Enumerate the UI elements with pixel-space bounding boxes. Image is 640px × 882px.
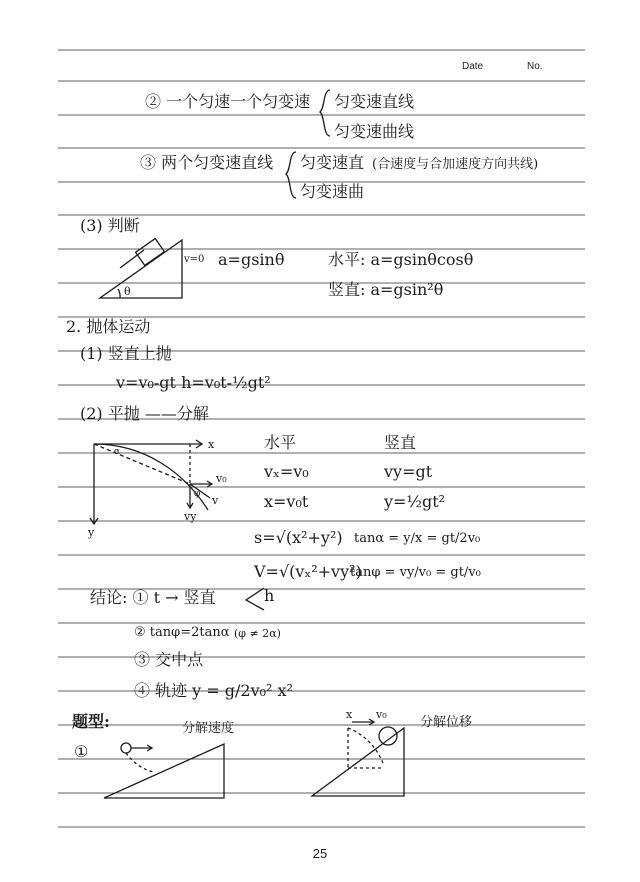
vy-eq: vy=gt <box>384 462 433 481</box>
vy-label: vy <box>184 510 197 523</box>
column-horizontal: 水平 <box>264 433 297 452</box>
page-number: 25 <box>312 846 328 861</box>
slope-accel-eq: a=gsinθ <box>218 250 285 269</box>
tan-alpha-eq: tanα = y/x = gt/2v₀ <box>354 531 481 546</box>
case-3-branch-1: 匀变速直 <box>300 153 365 172</box>
type-2-x-label: x <box>346 708 353 721</box>
y-axis-label: y <box>88 526 95 539</box>
v-label: v <box>212 494 219 507</box>
case-3-note: (合速度与合加速度方向共线) <box>372 157 539 172</box>
number-label: No. <box>527 61 543 72</box>
tan-phi-eq: tanφ = vy/v₀ = gt/v₀ <box>350 565 481 580</box>
type-2-incline <box>312 728 404 796</box>
trajectory-curve <box>94 444 208 510</box>
question-types-title: 题型: <box>72 712 110 731</box>
vx-eq: vₓ=v₀ <box>264 462 309 481</box>
type-2-label: 分解位移 <box>420 715 473 730</box>
type-2-ball <box>379 727 397 745</box>
flat-throw-figure <box>84 432 234 542</box>
phi-label: φ <box>194 489 201 499</box>
case-3-text: ③ 两个匀变速直线 <box>140 153 274 172</box>
conclusion-branch <box>242 586 266 614</box>
column-vertical: 竖直 <box>384 433 417 452</box>
conclusion-1-h: h <box>264 586 275 605</box>
conclusion-1: 结论: ① t → 竖直 <box>90 588 216 607</box>
y-eq: y=½gt² <box>384 492 446 511</box>
horizontal-accel-eq: 水平: a=gsinθcosθ <box>328 250 474 269</box>
case-3-branch-2: 匀变速曲 <box>300 182 365 201</box>
type-1-path <box>126 753 154 772</box>
vertical-throw-eq: v=v₀-gt h=v₀t-½gt² <box>116 373 271 392</box>
type-1-label: 分解速度 <box>182 721 235 736</box>
incline-figure <box>98 232 208 302</box>
type-1-figure <box>100 736 230 802</box>
x-axis-label: x <box>208 438 215 451</box>
theta-label: θ <box>124 285 131 298</box>
vertical-accel-eq: 竖直: a=gsin²θ <box>328 280 444 299</box>
v-zero-label: v=0 <box>184 254 205 265</box>
conclusion-2-note: (φ ≠ 2α) <box>234 627 281 640</box>
type-1-number: ① <box>74 742 89 761</box>
case-2-text: ② 一个匀速一个匀变速 <box>145 92 311 111</box>
type-1-ball <box>121 743 131 753</box>
incline-block <box>136 239 165 266</box>
s-eq: s=√(x²+y²) <box>254 528 343 547</box>
case-2-branch-1: 匀变速直线 <box>334 92 415 111</box>
date-label: Date <box>462 61 484 72</box>
conclusion-3: ③ 交中点 <box>134 650 204 669</box>
theta-arc <box>118 289 120 298</box>
projectile-title: 2. 抛体运动 <box>66 317 151 336</box>
v-eq: V=√(vₓ²+vy²) <box>254 562 362 581</box>
alpha-label: α <box>114 447 121 457</box>
v0-label: v₀ <box>216 472 227 485</box>
flat-throw-title: (2) 平抛 ——分解 <box>80 404 209 423</box>
type-2-figure <box>300 704 420 802</box>
brace-1 <box>318 88 332 140</box>
type-1-incline <box>104 744 224 798</box>
case-2-branch-2: 匀变速曲线 <box>334 122 415 141</box>
conclusion-4: ④ 轨迹 y = g/2v₀² x² <box>134 681 293 700</box>
displacement-line <box>94 444 190 484</box>
x-eq: x=v₀t <box>264 492 309 511</box>
brace-2 <box>284 150 298 202</box>
vertical-throw-title: (1) 竖直上抛 <box>80 344 172 363</box>
type-2-v0-label: v₀ <box>376 708 387 721</box>
conclusion-2: ② tanφ=2tanα <box>134 625 230 640</box>
judge-title: (3) 判断 <box>80 216 140 235</box>
